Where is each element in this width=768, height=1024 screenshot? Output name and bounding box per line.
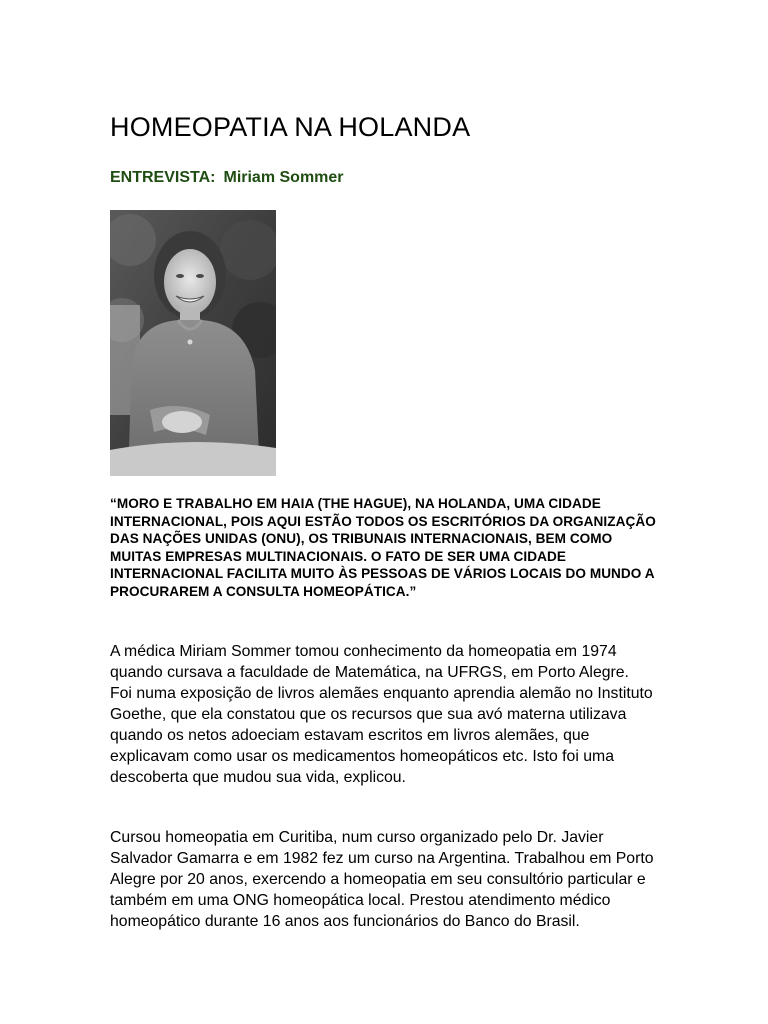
body-paragraph: Cursou homeopatia em Curitiba, num curso organizado pelo Dr. Javier Salvador Gamarra e em 1982 fez um curso na Argentina. Trabalhou em Porto Alegre por 20 anos, exercendo a homeopatia em seu consultório particular e também em uma ONG homeopática local. Prestou atendimento médico homeopático durante 16 anos aos funcionários do Banco do Brasil. <box>110 829 654 930</box>
body-paragraph: A médica Miriam Sommer tomou conhecimento da homeopatia em 1974 quando cursava a faculdade de Matemática, na UFRGS, em Porto Alegre. Foi numa exposição de livros alemães enquanto aprendia alemão no Instituto Goethe, que ela constatou que os recursos que sua avó materna utilizava quando os netos adoeciam estavam escritos em livros alemães, que explicavam como usar os medicamentos homeopáticos etc. Isto foi uma descoberta que mudou sua vida, explicou. <box>110 643 653 786</box>
portrait-photo <box>110 210 276 476</box>
interviewee-name: Miriam Sommer <box>223 169 344 186</box>
interview-subtitle <box>110 169 344 187</box>
interview-quote: “MORO E TRABALHO EM HAIA (THE HAGUE), NA HOLANDA, UMA CIDADE INTERNACIONAL, POIS AQUI ESTÃO TODOS OS ESCRITÓRIOS DA ORGANIZAÇÃO DAS NAÇÕES UNIDAS (ONU), OS TRIBUNAIS INTERNACIONAIS, BEM COMO MUITAS EMPRESAS MULTINACIONAIS. O FATO DE SER UMA CIDADE INTERNACIONAL FACILITA MUITO ÀS PESSOAS DE VÁRIOS LOCAIS DO MUNDO A PROCURAREM A CONSULTA HOMEOPÁTICA.” <box>110 496 656 599</box>
page-title: HOMEOPATIA NA HOLANDA <box>110 112 471 142</box>
subtitle-label: ENTREVISTA: <box>110 169 216 186</box>
